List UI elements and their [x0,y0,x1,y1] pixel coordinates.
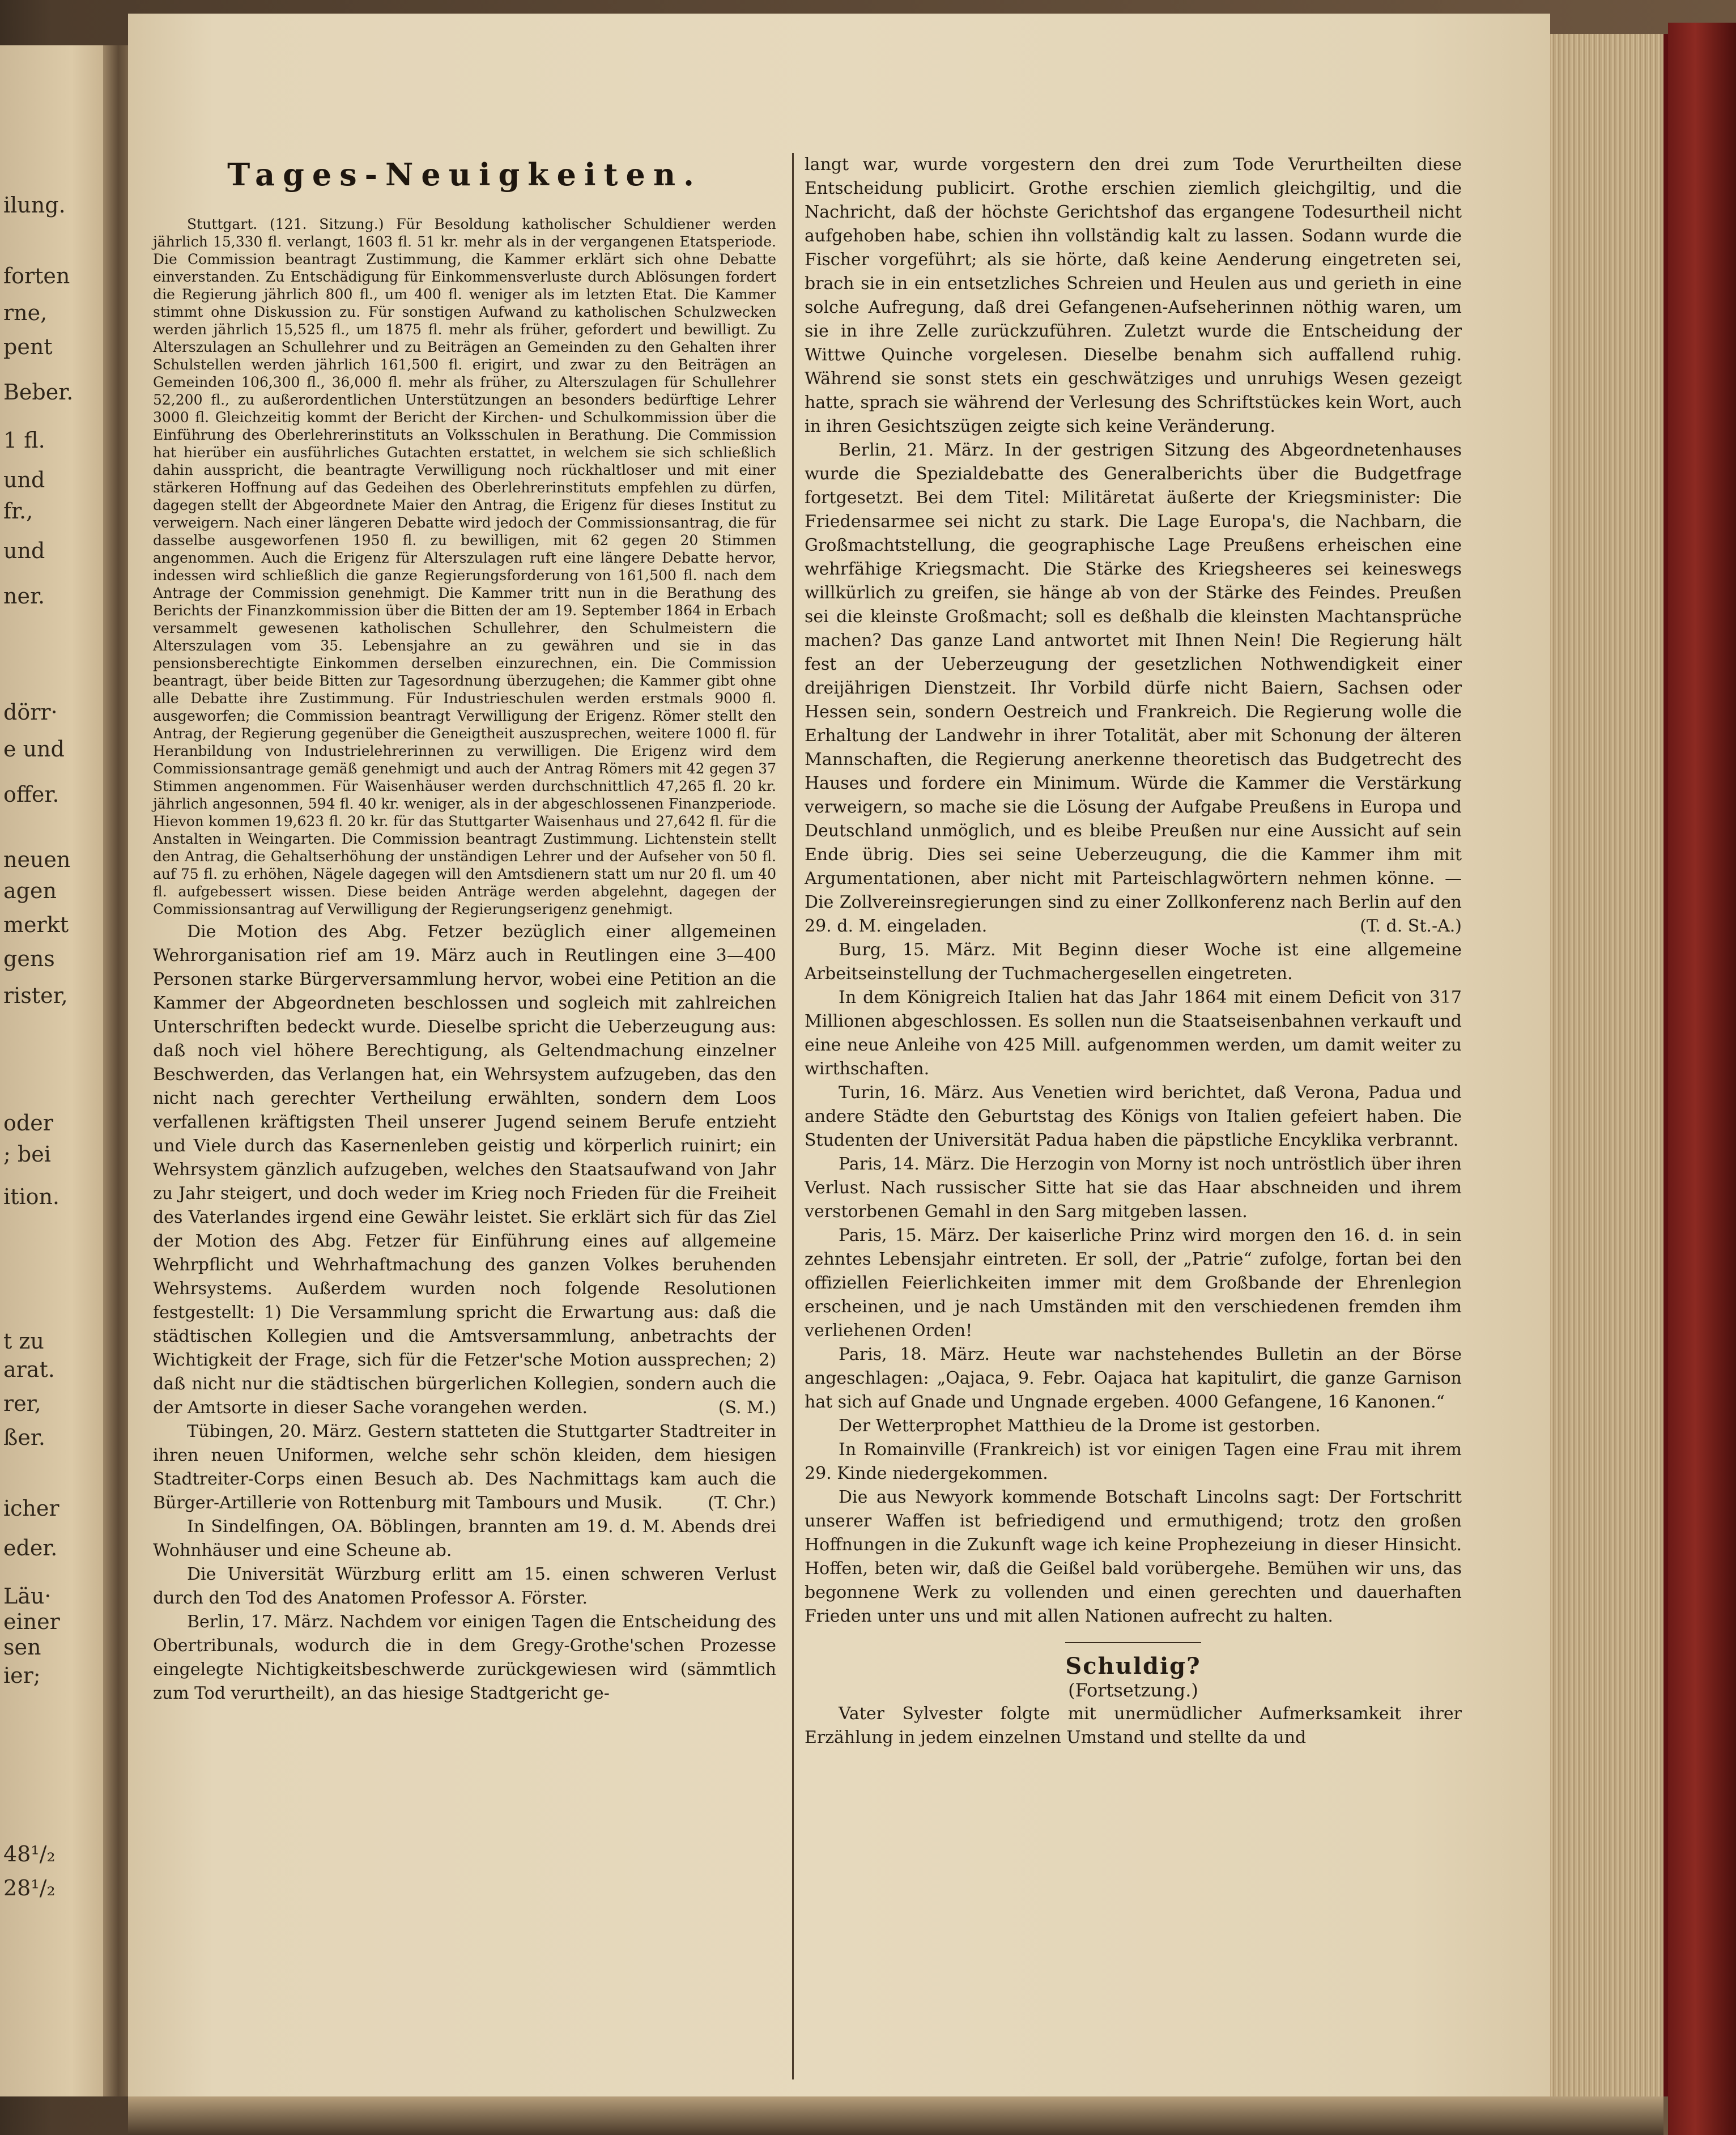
margin-fragment: ition. [3,1184,60,1209]
margin-fragment: neuen [3,847,71,872]
book-binding [1668,23,1736,2135]
source-ref: (T. d. St.-A.) [1360,916,1462,936]
margin-fragment: forten [3,263,70,288]
margin-fragment: merkt [3,912,69,937]
article-burg: Burg, 15. März. Mit Beginn dieser Woche ist eine allgemeine Arbeitseinstellung der Tuchmachergesellen eingetreten. [805,940,1462,984]
margin-fragment: offer. [3,782,59,807]
margin-fragment: Beber. [3,380,74,405]
margin-fragment: ilung. [3,193,66,218]
story-subtitle: (Fortsetzung.) [1068,1679,1198,1701]
margin-fragment: ier; [3,1663,41,1688]
page-block-edges [1550,34,1668,2096]
left-column [153,215,776,1706]
article-wuerzburg: Die Universität Würzburg erlitt am 15. einen schweren Verlust durch den Tod des Anatomen Professor A. Förster. [153,1564,776,1608]
article-text: Die Motion des Abg. Fetzer bezüglich einer allgemeinen Wehrorganisation rief am 19. März auch in Reutlingen eine 3—400 Personen starke Bürgerversammlung hervor, wobei eine Petition an die Kammer der Abgeordneten beschlossen und sogleich mit zahlreichen Unterschriften bedeckt wurde. Dieselbe spricht die Ueberzeugung aus: daß noch viel höhere Berechtigung, als Geltendmachung einzelner Beschwerden, das Verlangen hat, ein Wehrsystem aufzugeben, das den nicht nach gerechter Vertheilung erwählten, sondern dem Loos verfallenen kräftigsten Theil unserer Jugend seinem Berufe entzieht und Viele durch das Kasernenleben geistig und körperlich ruinirt; ein Wehrsystem gänzlich aufzugeben, welches den Staatsaufwand von Jahr zu Jahr steigert, und doch weder im Krieg noch Frieden für die Freiheit des Vaterlandes irgend eine Gewähr leistet. Sie erklärt sich für das Ziel der Motion des Abg. Fetzer für Einführung eines auf allgemeine Wehrpflicht und Wehrhaftmachung des ganzen Volkes beruhenden Wehrsystems. Außerdem wurden noch folgende Resolutionen festgestellt: 1) Die Versammlung spricht die Erwartung aus: daß die städtischen Kollegien und die Amtsversammlung, anbetrachts der Wichtigkeit der Frage, sich für die Fetzer'sche Motion aussprechen; 2) daß nicht nur die städtischen bürgerlichen Kollegien, sondern auch die der Amtsorte in dieser Sache vorangehen werden. [153,922,776,1418]
margin-fragment: agen [3,878,57,903]
page-bottom-shadow [128,2096,1663,2135]
column-divider [792,153,794,2079]
margin-fragment: rer, [3,1391,41,1416]
article-berlin-17: Berlin, 17. März. Nachdem vor einigen Tagen die Entscheidung des Obertribunals, wodurch die in dem Gregy-Grothe'schen Prozesse eingelegte Nichtigkeitsbeschwerde zurückgewiesen wird (sämmtlich zum Tod verurtheilt), an das hiesige Stadtgericht ge- [153,1612,776,1703]
margin-fragment: rister, [3,983,68,1008]
margin-fragment: gens [3,946,55,971]
margin-fragment: 48¹/₂ [3,1841,56,1866]
section-title: Tages-Neuigkeiten. [227,156,702,193]
margin-fragment: ner. [3,584,45,609]
source-ref: (T. Chr.) [708,1493,776,1513]
article-berlin-cont: langt war, wurde vorgestern den drei zum Tode Verurtheilten diese Entscheidung publicirt. Grothe erschien ziemlich gleichgiltig, und die Nachricht, daß der höchste Gerichtshof das ergangene Todesurtheil nicht aufgehoben habe, schien ihn vollständig kalt zu lassen. Sodann wurde die Fischer vorgeführt; als sie hörte, daß keine Aenderung eingetreten sei, brach sie in ein entsetzliches Schreien und Heulen aus und gerieth in eine solche Aufregung, daß drei Gefangenen-Aufseherinnen nöthig waren, um sie in ihre Zelle zurückzuführen. Zuletzt wurde die Entscheidung der Wittwe Quinche vorgelesen. Dieselbe benahm sich auffallend ruhig. Während sie sonst stets ein geschwätziges und unruhigs Wesen gezeigt hatte, sprach sie während der Verlesung des Schriftstückes kein Wort, auch in ihren Gesichtszügen zeigte sich keine Veränderung. [805,155,1462,436]
article-turin: Turin, 16. März. Aus Venetien wird berichtet, daß Verona, Padua und andere Städte den Geburtstag des Königs von Italien gefeiert haben. Die Studenten der Universität Padua haben die päpstliche Encyklika verbrannt. [805,1083,1462,1150]
article-wehrorganisation [153,920,776,1420]
article-berlin-21 [805,439,1462,938]
margin-fragment: t zu [3,1329,44,1354]
margin-fragment: pent [3,334,53,359]
margin-fragment: ; bei [3,1142,51,1167]
margin-fragment: arat. [3,1357,55,1382]
article-paris-14: Paris, 14. März. Die Herzogin von Morny ist noch untröstlich über ihren Verlust. Nach russischer Sitte hat sie das Haar abschneiden und ihrem verstorbenen Gemahl in den Sarg mitgeben lassen. [805,1154,1462,1222]
margin-fragment: eder. [3,1536,58,1560]
article-romainville: In Romainville (Frankreich) ist vor einigen Tagen eine Frau mit ihrem 29. Kinde niedergekommen. [805,1440,1462,1483]
article-wetterprophet: Der Wetterprophet Matthieu de la Drome ist gestorben. [839,1416,1321,1436]
margin-fragment: e und [3,737,65,762]
source-ref: (S. M.) [718,1398,776,1418]
article-tuebingen [153,1420,776,1515]
margin-fragment: sen [3,1635,41,1660]
article-paris-18: Paris, 18. März. Heute war nachstehendes Bulletin an der Börse angeschlagen: „Oajaca, 9. Febr. Oajaca hat kapitulirt, die ganze Garnison hat sich auf Gnade und Ungnade ergeben. 4000 Gefangene, 16 Kanonen.“ [805,1345,1462,1412]
article-text: Tübingen, 20. März. Gestern statteten die Stuttgarter Stadtreiter in ihren neuen Uniformen, welche sehr schön kleiden, dem hiesigen Stadtreiter-Corps einen Besuch ab. Des Nachmittags kam auch die Bürger-Artillerie von Rottenburg mit Tambours und Musik. [153,1422,776,1513]
margin-fragment: Läu· [3,1584,52,1609]
article-stuttgart: Stuttgart. (121. Sitzung.) Für Besoldung katholischer Schuldiener werden jährlich 15,330 fl. verlangt, 1603 fl. 51 kr. mehr als in der vergangenen Etatsperiode. Die Commission beantragt Zustimmung, die Kammer erklärt sich ohne Debatte einverstanden. Zu Entschädigung für Einkommensverluste durch Ablösungen fordert die Regierung jährlich 800 fl., um 400 fl. weniger als im letzten Etat. Die Kammer stimmt ohne Diskussion zu. Für sonstigen Aufwand zu katholischen Schulzwecken werden jährlich 15,525 fl., um 1875 fl. mehr als früher, gefordert und bewilligt. Zu Alterszulagen an Schullehrer und zu Beiträgen an Gemeinden zu den Gehalten ihrer Schulstellen werden jährlich 161,500 fl. erigirt, und zwar zu den Beiträgen an Gemeinden 106,300 fl., 36,000 fl. mehr als früher, zu Alterszulagen für Schullehrer 52,200 fl., zu außerordentlichen Unterstützungen an besonders bedürftige Lehrer 3000 fl. Gleichzeitig kommt der Bericht der Kirchen- und Schulkommission über die Einführung des Oberlehrerinstituts an Volksschulen in Berathung. Die Commission hat hierüber ein ausführliches Gutachten erstattet, in welchem sie sich schließlich dahin ausspricht, die beantragte Verwilligung noch rückhaltloser und mit einer stärkeren Hoffnung auf das Gedeihen des Oberlehrerinstituts empfehlen zu dürfen, dagegen stellt der Abgeordnete Maier den Antrag, die Erigenz für dieses Institut zu verweigern. Nach einer längeren Debatte wird jedoch der Commissionsantrag, die für dasselbe ausgeworfenen 1950 fl. zu bewilligen, mit 62 gegen 20 Stimmen angenommen. Auch die Erigenz für Alterszulagen ruft eine längere Debatte hervor, indessen wird schließlich die ganze Regierungsforderung von 161,500 fl. nach dem Antrage der Commission genehmigt. Die Kammer tritt nun in die Berathung des Berichts der Finanzkommission über die Bitten der am 19. September 1864 in Erbach versammelt gewesenen katholischen Schullehrer, den Schulmeistern die Alterszulagen vom 35. Lebensjahre an zu gewähren und sie in das pensionsberechtigte Einkommen derselben einzurechnen, ein. Die Commission beantragt, über beide Bitten zur Tagesordnung überzugehen; die Kammer gibt ohne alle Debatte ihre Zustimmung. Für Industrieschulen werden erstmals 9000 fl. ausgeworfen; die Commission beantragt Verwilligung der Erigenz. Römer stellt den Antrag, der Regierung gegenüber die Geneigtheit auszusprechen, weitere 1000 fl. für Heranbildung von Industrielehrerinnen zu verwilligen. Die Erigenz wird dem Commissionsantrage gemäß genehmigt und auch der Antrag Römers mit 42 gegen 37 Stimmen angenommen. Für Waisenhäuser werden durchschnittlich 47,265 fl. 20 kr. jährlich angesonnen, 594 fl. 40 kr. weniger, als in der abgeschlossenen Finanzperiode. Hievon kommen 19,623 fl. 20 kr. für das Stuttgarter Waisenhaus und 27,642 fl. für die Anstalten in Weingarten. Die Commission beantragt Zustimmung. Lichtenstein stellt den Antrag, die Gehaltserhöhung der unständigen Lehrer und der Aufseher von 50 fl. auf 75 fl. zu erhöhen, Nägele dagegen will den Amtsdienern statt um nur 20 fl. um 40 fl. aufgebessert wissen. Diese beiden Anträge werden abgelehnt, dagegen der Commissionsantrag auf Verwilligung der Regierungserigenz genehmigt. [153,216,776,917]
article-lincoln: Die aus Newyork kommende Botschaft Lincolns sagt: Der Fortschritt unserer Waffen ist befriedigend und ermuthigend; trotz den großen Hoffnungen in die Zukunft wage ich keine Prophezeiung in dieser Hinsicht. Hoffen, beten wir, daß die Geißel bald vorübergehe. Bemühen wir uns, das begonnene Werk zu vollenden und einen gerechten und dauerhaften Frieden unter uns und mit allen Nationen aufrecht zu halten. [805,1487,1462,1626]
margin-fragment: einer [3,1609,60,1634]
margin-fragment: und [3,538,45,563]
margin-fragment: fr., [3,499,33,524]
article-sindelfingen: In Sindelfingen, OA. Böblingen, brannten am 19. d. M. Abends drei Wohnhäuser und eine Scheune ab. [153,1517,776,1560]
margin-fragment: und [3,467,45,492]
story-text: Vater Sylvester folgte mit unermüdlicher Aufmerksamkeit ihrer Erzählung in jedem einzelnen Umstand und stellte da und [805,1704,1462,1747]
margin-fragment: 1 fl. [3,428,45,453]
margin-fragment: ßer. [3,1425,45,1450]
story-title: Schuldig? [1065,1653,1201,1679]
margin-fragment: 28¹/₂ [3,1875,56,1900]
right-column [805,153,1462,1750]
margin-fragment: oder [3,1111,53,1135]
section-separator [1065,1642,1201,1643]
margin-fragment: icher [3,1496,59,1521]
article-text: Berlin, 21. März. In der gestrigen Sitzung des Abgeordnetenhauses wurde die Spezialdebatte des Generalberichts über die Budgetfrage fortgesetzt. Bei dem Titel: Militäretat äußerte der Kriegsminister: Die Friedensarmee sei nicht zu stark. Die Lage Europa's, die Nachbarn, die Großmachtstellung, die geographische Lage Preußens erheischen eine wehrfähige Kriegsmacht. Die Stärke des Kriegsheeres sei keineswegs willkürlich zu greifen, sie hänge ab von der Stärke des Feindes. Preußen sei die kleinste Großmacht; soll es deßhalb die kleinsten Machtansprüche machen? Das ganze Land antwortet mit Ihnen Nein! Die Regierung hält fest an der Ueberzeugung der gesetzlichen Nothwendigkeit einer dreijährigen Dienstzeit. Ihr Vorbild dürfe nicht Baiern, Sachsen oder Hessen sein, sondern Oestreich und Frankreich. Die Regierung wolle die Erhaltung der Landwehr in ihrer Totalität, aber mit Schonung der älteren Mannschaften, die Regierung anerkenne theoretisch das Budgetrecht des Hauses und fordere ein Minimum. Würde die Kammer die Verstärkung verweigern, so mache sie die Lösung der Aufgabe Preußens in Europa und Deutschland unmöglich, und es bleibe Preußen nur eine Aussicht auf sein Ende übrig. Dies sei seine Ueberzeugung, die die Kammer ihm mit Argumentationen, aber nicht mit Parteischlagwörtern nehmen könne. — Die Zollvereinsregierungen sind zu einer Zollkonferenz nach Berlin auf den 29. d. M. eingeladen. [805,440,1462,936]
margin-fragment: rne, [3,300,48,325]
margin-fragment: dörr· [3,700,58,725]
facing-page-edge [0,45,119,2096]
article-italien: In dem Königreich Italien hat das Jahr 1864 mit einem Deficit von 317 Millionen abgeschlossen. Es sollen nun die Staatseisenbahnen verkauft und eine neue Anleihe von 425 Mill. aufgenommen werden, um damit weiter zu wirthschaften. [805,988,1462,1079]
article-paris-15: Paris, 15. März. Der kaiserliche Prinz wird morgen den 16. d. in sein zehntes Lebensjahr eintreten. Er soll, der „Patrie“ zufolge, fortan bei den offiziellen Feierlichkeiten immer mit dem Großbande der Ehrenlegion erscheinen, und je nach Umständen mit den verschiedenen fremden ihm verliehenen Orden! [805,1226,1462,1341]
